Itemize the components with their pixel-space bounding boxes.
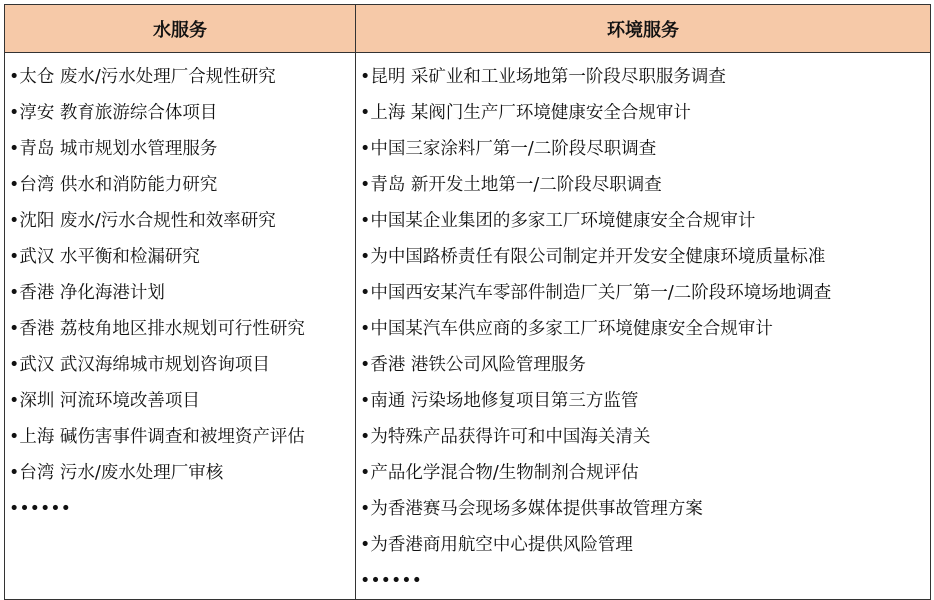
water-services-cell bbox=[5, 53, 356, 600]
list-item: •上海 某阀门生产厂环境健康安全合规审计 bbox=[360, 103, 691, 123]
list-item: •深圳 河流环境改善项目 bbox=[9, 391, 200, 411]
list-item: •香港 荔枝角地区排水规划可行性研究 bbox=[9, 319, 305, 339]
list-item: •中国三家涂料厂第一/二阶段尽职调查 bbox=[360, 139, 657, 159]
services-table-container bbox=[4, 4, 930, 594]
list-item: •中国西安某汽车零部件制造厂关厂第一/二阶段环境场地调查 bbox=[360, 283, 832, 303]
list-item: •青岛 城市规划水管理服务 bbox=[9, 139, 218, 159]
water-services-list bbox=[9, 59, 355, 491]
list-item: •香港 净化海港计划 bbox=[9, 283, 165, 303]
content-row bbox=[5, 53, 931, 600]
environment-services-more: •••••• bbox=[360, 571, 422, 591]
list-item: •为特殊产品获得许可和中国海关清关 bbox=[360, 427, 651, 447]
list-item: •青岛 新开发土地第一/二阶段尽职调查 bbox=[360, 175, 662, 195]
list-item: •武汉 武汉海绵城市规划咨询项目 bbox=[9, 355, 270, 375]
environment-services-list bbox=[360, 59, 930, 563]
list-item: •为香港赛马会现场多媒体提供事故管理方案 bbox=[360, 499, 703, 519]
list-item: •产品化学混合物/生物制剂合规评估 bbox=[360, 463, 639, 483]
header-environment-services: 环境服务 bbox=[356, 5, 931, 53]
list-item: •香港 港铁公司风险管理服务 bbox=[360, 355, 586, 375]
list-item: •武汉 水平衡和检漏研究 bbox=[9, 247, 200, 267]
list-item: •为香港商用航空中心提供风险管理 bbox=[360, 535, 633, 555]
list-item: •台湾 供水和消防能力研究 bbox=[9, 175, 218, 195]
services-table bbox=[4, 4, 931, 600]
list-item: •台湾 污水/废水处理厂审核 bbox=[9, 463, 224, 483]
list-item: •中国某汽车供应商的多家工厂环境健康安全合规审计 bbox=[360, 319, 773, 339]
list-item: •为中国路桥责任有限公司制定并开发安全健康环境质量标准 bbox=[360, 247, 826, 267]
water-services-more: •••••• bbox=[9, 499, 71, 519]
list-item: •南通 污染场地修复项目第三方监管 bbox=[360, 391, 639, 411]
list-item: •中国某企业集团的多家工厂环境健康安全合规审计 bbox=[360, 211, 756, 231]
header-row bbox=[5, 5, 931, 53]
environment-services-cell bbox=[356, 53, 931, 600]
list-item: •上海 碱伤害事件调查和被埋资产评估 bbox=[9, 427, 305, 447]
list-item: •淳安 教育旅游综合体项目 bbox=[9, 103, 218, 123]
list-item: •沈阳 废水/污水合规性和效率研究 bbox=[9, 211, 276, 231]
list-item: •昆明 采矿业和工业场地第一阶段尽职服务调查 bbox=[360, 67, 726, 87]
list-item: •太仓 废水/污水处理厂合规性研究 bbox=[9, 67, 276, 87]
header-water-services: 水服务 bbox=[5, 5, 356, 53]
